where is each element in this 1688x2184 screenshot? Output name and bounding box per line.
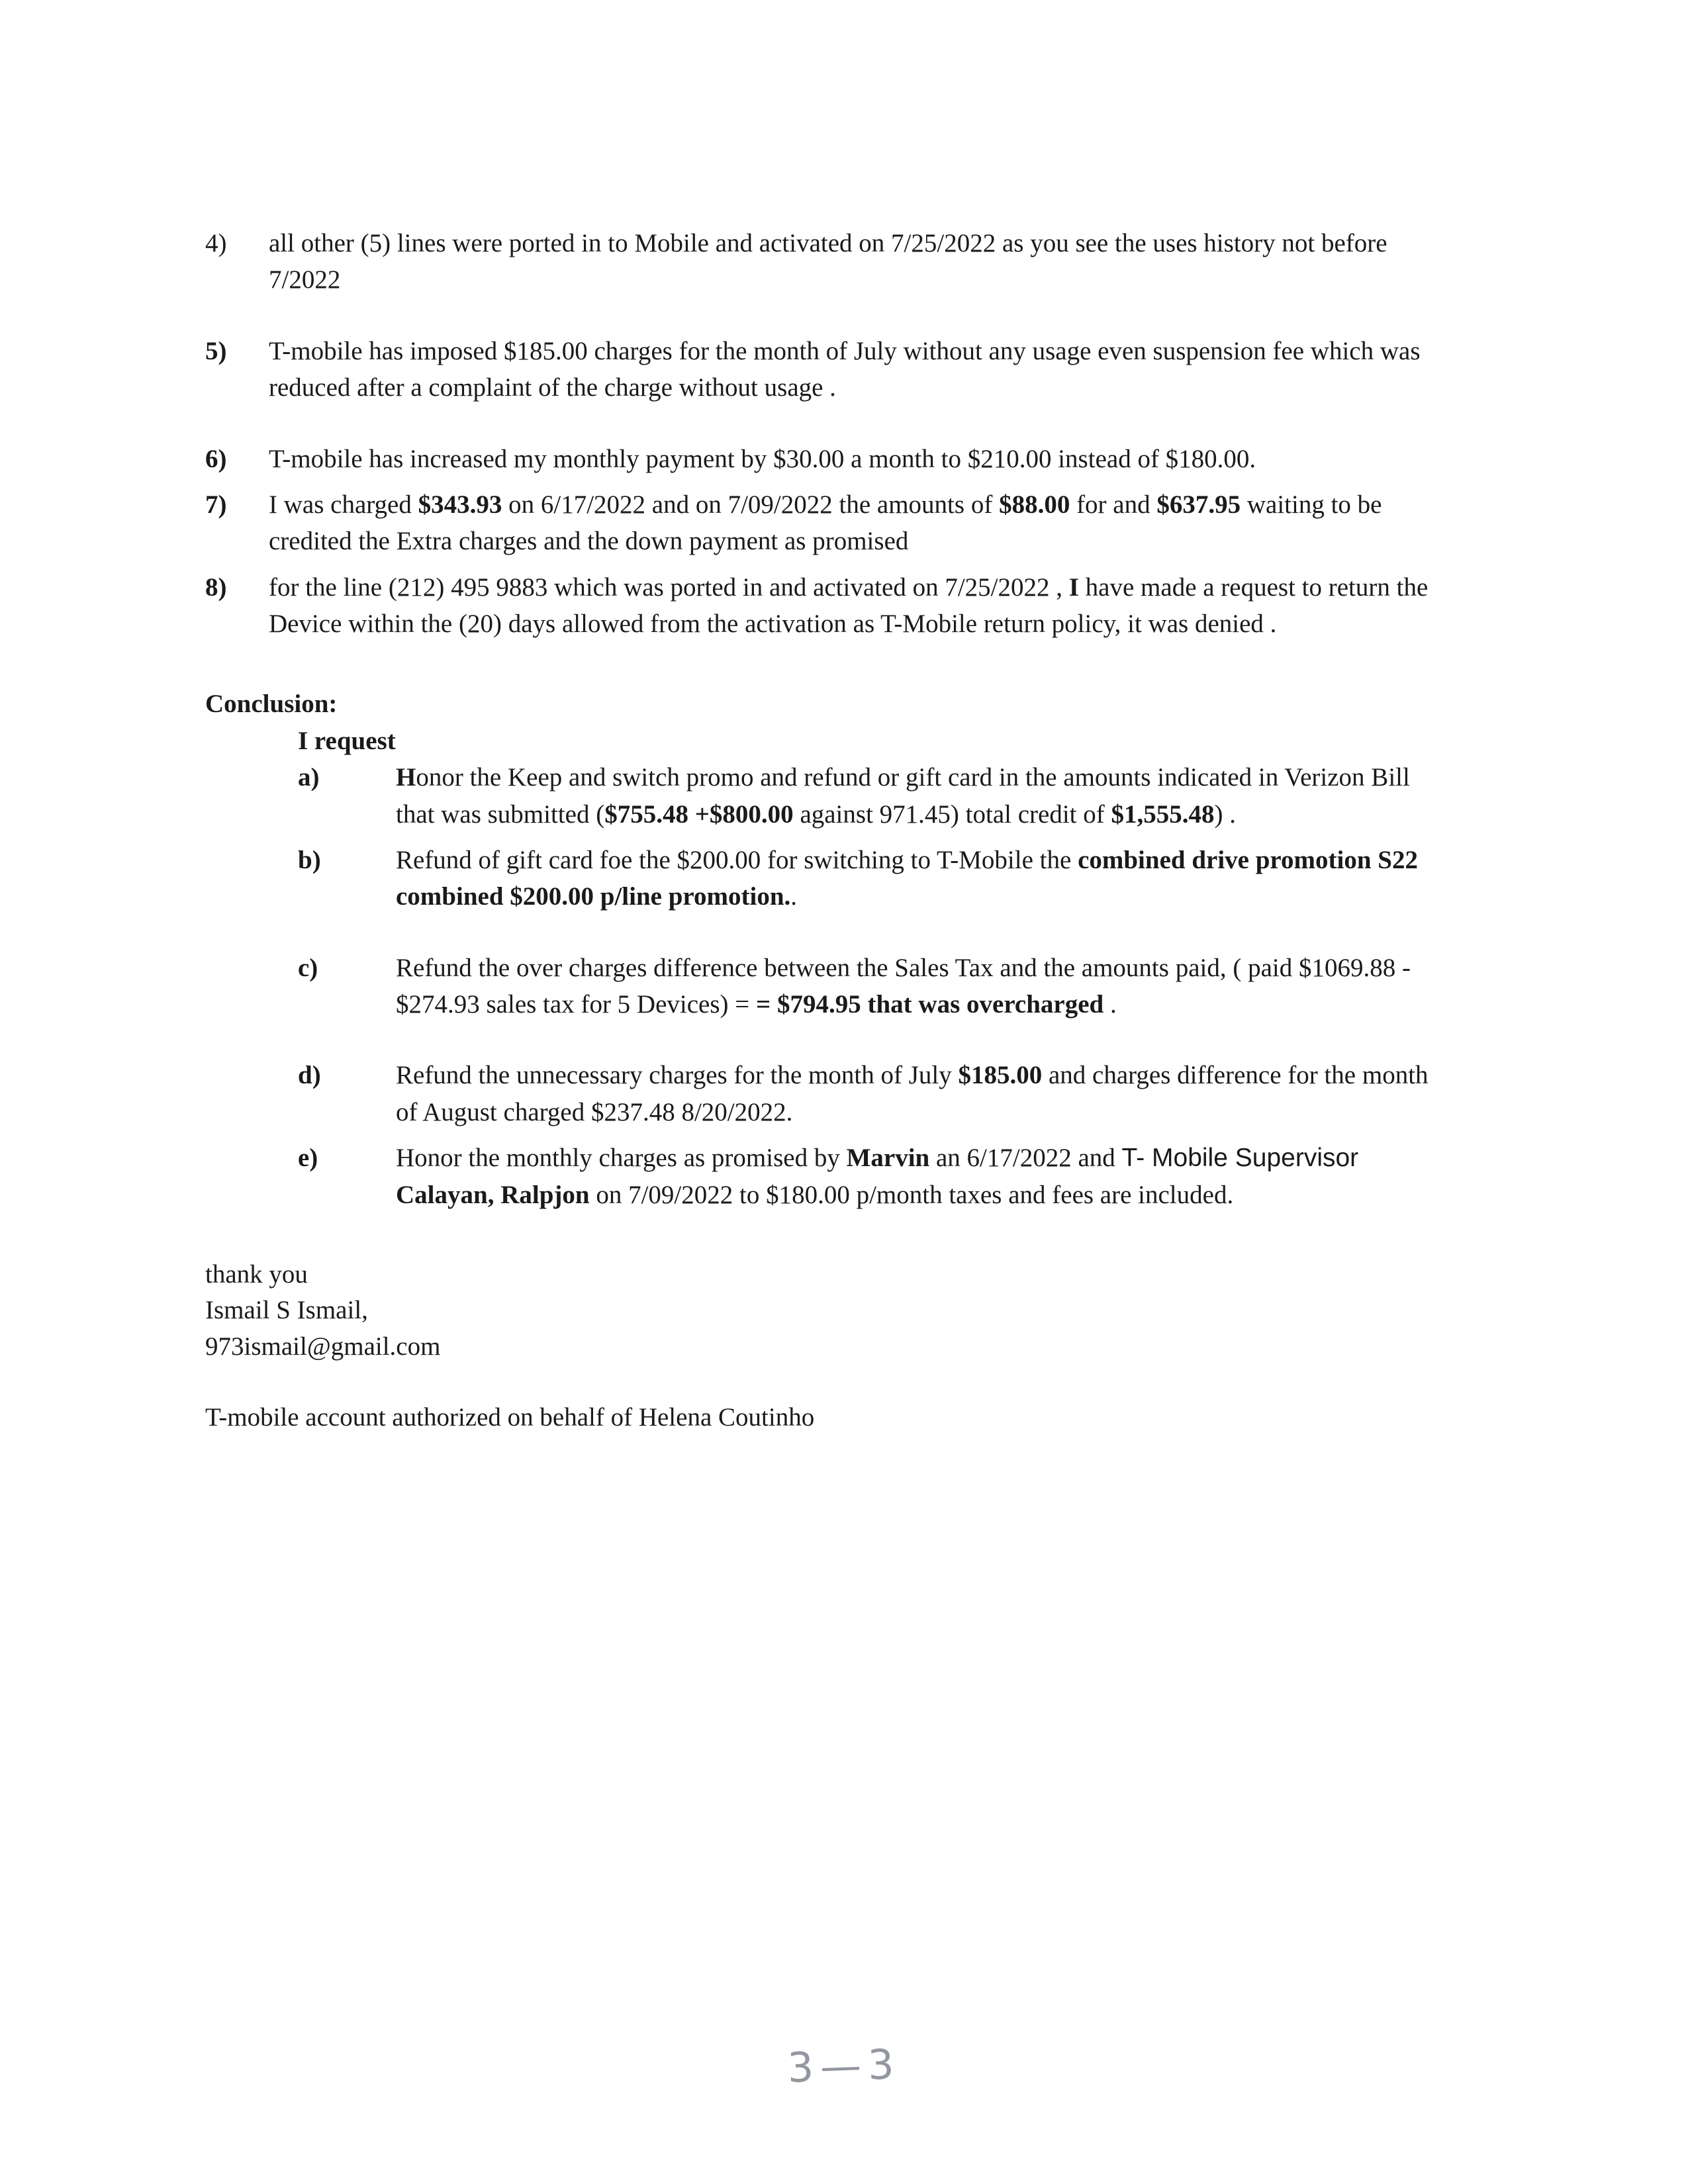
list-marker: 6) <box>205 444 227 473</box>
list-marker: 5) <box>205 336 227 365</box>
closing-block <box>205 1257 1450 1365</box>
closing-name: Ismail S Ismail, <box>205 1296 368 1325</box>
item-text <box>396 842 1450 915</box>
spacer <box>205 642 1450 686</box>
lettered-item-c <box>298 950 1450 1023</box>
text-run: for the line (212) 495 9883 which was ported in and activated on 7/25/2022 , <box>269 572 1069 602</box>
spacer <box>298 1023 1450 1057</box>
list-marker: 8) <box>205 572 227 602</box>
text-run: $343.93 <box>418 490 502 519</box>
spacer <box>205 298 1450 333</box>
spacer <box>205 477 1450 486</box>
numbered-item-4 <box>205 225 1450 298</box>
numbered-item-7 <box>205 486 1450 560</box>
list-marker: 4) <box>205 229 227 257</box>
list-marker: 7) <box>205 490 227 519</box>
lettered-item-d <box>298 1057 1450 1130</box>
item-text <box>269 569 1450 643</box>
text-run: $88.00 <box>999 490 1070 519</box>
text-run: Calayan, Ralpjon <box>396 1180 590 1209</box>
text-run: Refund of gift card foe the $200.00 for switching to T-Mobile the <box>396 845 1078 874</box>
authorization-line: T-mobile account authorized on behalf of Helena Coutinho <box>205 1402 815 1432</box>
list-marker: b) <box>298 845 321 874</box>
text-run: $1,555.48 <box>1111 799 1215 829</box>
item-text <box>396 759 1450 833</box>
list-marker: c) <box>298 953 318 982</box>
spacer <box>298 833 1450 842</box>
closing-thanks: thank you <box>205 1259 308 1289</box>
item-text: T-mobile has increased my monthly payment by $30.00 a month to $210.00 instead of $180.00. <box>269 444 1256 473</box>
list-marker: e) <box>298 1144 318 1173</box>
numbered-item-6 <box>205 441 1450 477</box>
item-text <box>396 1140 1450 1213</box>
text-run: $637.95 <box>1156 490 1241 519</box>
spacer <box>298 1130 1450 1140</box>
item-text: T-mobile has imposed $185.00 charges for the month of July without any usage even suspension fee which was reduced after a complaint of the charge without usage . <box>269 336 1421 402</box>
spacer <box>205 406 1450 441</box>
text-run: Honor the monthly charges as promised by <box>396 1144 847 1173</box>
text-run: for and <box>1070 490 1157 519</box>
lettered-item-e <box>298 1140 1450 1213</box>
text-run: Refund the over charges difference between the Sales Tax and the amounts paid, ( paid $1069.88 - $274.93 sales tax for 5 Devices) = <box>396 953 1411 1019</box>
text-run: combined drive promotion S22 combined $200.00 p/line promotion. <box>396 845 1418 911</box>
page-number-text: 3—3 <box>786 2040 902 2092</box>
text-run: $755.48 +$800.00 <box>604 799 794 829</box>
text-run: waiting to be credited the Extra charges and the down payment as promised <box>269 490 1382 556</box>
lettered-item-a <box>298 759 1450 833</box>
item-text <box>269 486 1450 560</box>
request-heading: I request <box>298 726 396 755</box>
text-run: . <box>790 882 798 911</box>
text-run: an 6/17/2022 and <box>929 1144 1122 1173</box>
lettered-item-b <box>298 842 1450 915</box>
text-run: onor the Keep and switch promo and refund or gift card in the amounts indicated in Verizon Bill that was submitted ( <box>396 763 1410 829</box>
text-run: on 7/09/2022 to $180.00 p/month taxes and fees are included. <box>589 1180 1234 1209</box>
text-run: . <box>1103 990 1117 1019</box>
list-marker: a) <box>298 763 320 792</box>
spacer <box>205 1213 1450 1257</box>
text-run: have made a request to return the Device within the (20) days allowed from the activation as T-Mobile return policy, it was denied . <box>269 572 1429 638</box>
list-marker: d) <box>298 1061 321 1090</box>
item-text <box>396 1057 1450 1130</box>
item-text <box>396 950 1450 1023</box>
lettered-list <box>298 759 1450 1213</box>
text-run: Refund the unnecessary charges for the month of July <box>396 1061 959 1090</box>
numbered-item-8 <box>205 569 1450 643</box>
text-run: H <box>396 763 416 792</box>
text-run: I <box>1068 572 1079 602</box>
conclusion-heading: Conclusion: <box>205 690 338 719</box>
numbered-item-5 <box>205 333 1450 406</box>
text-run: $185.00 <box>958 1061 1043 1090</box>
spacer <box>205 560 1450 569</box>
document-body <box>205 225 1450 1435</box>
text-run: on 6/17/2022 and on 7/09/2022 the amounts of <box>502 490 1000 519</box>
text-run: Marvin <box>846 1144 930 1173</box>
text-run: and charges difference for the month of August charged $237.48 8/20/2022. <box>396 1061 1429 1126</box>
text-run: = $794.95 that was overcharged <box>756 990 1104 1019</box>
text-run: ) . <box>1214 799 1236 829</box>
text-run: T- Mobile Supervisor <box>1121 1144 1359 1173</box>
text-run: against 971.45) total credit of <box>793 799 1111 829</box>
spacer <box>205 1365 1450 1400</box>
item-text: all other (5) lines were ported in to Mobile and activated on 7/25/2022 as you see the uses history not before 7/2022 <box>269 229 1387 295</box>
text-run: I was charged <box>269 490 418 519</box>
handwritten-page-number <box>0 2013 1688 2120</box>
spacer <box>298 915 1450 950</box>
closing-email: 973ismail@gmail.com <box>205 1332 441 1361</box>
